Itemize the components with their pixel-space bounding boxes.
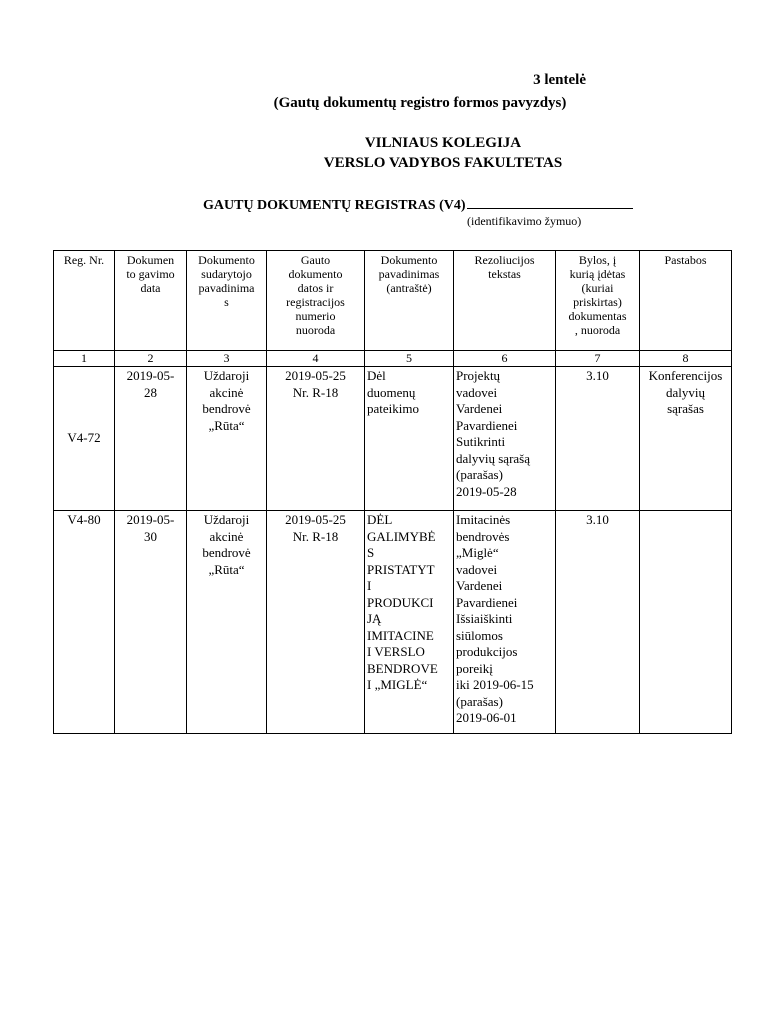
table-row [54,367,732,511]
header-cell: Pastabos [640,251,732,351]
organization-name: VILNIAUS KOLEGIJA [364,135,522,151]
register-table [53,250,732,734]
table-caption-description: (Gautų dokumentų registro formos pavyzdys) [273,95,567,111]
faculty-name: VERSLO VADYBOS FAKULTETAS [323,155,563,171]
identifier-note: (identifikavimo žymuo) [467,214,582,228]
header-cell: Rezoliucijos tekstas [454,251,556,351]
table-header-row [54,251,732,351]
column-number-row [54,351,732,367]
table-caption-number: 3 lentelė [533,72,586,88]
column-number-cell: 2 [115,351,187,367]
column-number-cell: 3 [187,351,267,367]
file-reference-cell: 3.10 [556,511,640,734]
received-date-cell: 2019-05- 30 [115,511,187,734]
column-number-cell: 6 [454,351,556,367]
column-number-cell: 7 [556,351,640,367]
column-number-cell: 8 [640,351,732,367]
header-cell: Bylos, į kurią įdėtas (kuriai priskirtas) dokumentas , nuoroda [556,251,640,351]
header-cell: Reg. Nr. [54,251,115,351]
header-cell: Dokumen to gavimo data [115,251,187,351]
resolution-cell: Projektų vadovei Vardenei Pavardienei Sutikrinti dalyvių sąrašą (parašas) 2019-05-28 [454,367,556,511]
author-cell: Uždaroji akcinė bendrovė „Rūta“ [187,367,267,511]
column-number-cell: 5 [365,351,454,367]
reference-cell: 2019-05-25 Nr. R-18 [267,367,365,511]
table-row [54,511,732,734]
register-title [203,196,633,214]
reg-nr-cell: V4-72 [54,367,115,511]
received-date-cell: 2019-05- 28 [115,367,187,511]
file-reference-cell: 3.10 [556,367,640,511]
column-number-cell: 1 [54,351,115,367]
column-number-cell: 4 [267,351,365,367]
notes-cell: Konferencijos dalyvių sąrašas [640,367,732,511]
document-title-cell: Dėl duomenų pateikimo [365,367,454,511]
header-cell: Gauto dokumento datos ir registracijos numerio nuoroda [267,251,365,351]
register-title-text: GAUTŲ DOKUMENTŲ REGISTRAS (V4) [203,198,466,213]
identifier-blank-line [467,196,633,209]
resolution-cell: Imitacinės bendrovės „Miglė“ vadovei Vardenei Pavardienei Išsiaiškinti siūlomos produkcijos poreikį iki 2019-06-15 (parašas) 2019-06-01 [454,511,556,734]
reference-cell: 2019-05-25 Nr. R-18 [267,511,365,734]
reg-nr-cell: V4-80 [54,511,115,734]
author-cell: Uždaroji akcinė bendrovė „Rūta“ [187,511,267,734]
notes-cell [640,511,732,734]
document-title-cell: DĖL GALIMYBĖ S PRISTATYT I PRODUKCI JĄ IMITACINE I VERSLO BENDROVE I „MIGLĖ“ [365,511,454,734]
header-cell: Dokumento sudarytojo pavadinima s [187,251,267,351]
header-cell: Dokumento pavadinimas (antraštė) [365,251,454,351]
